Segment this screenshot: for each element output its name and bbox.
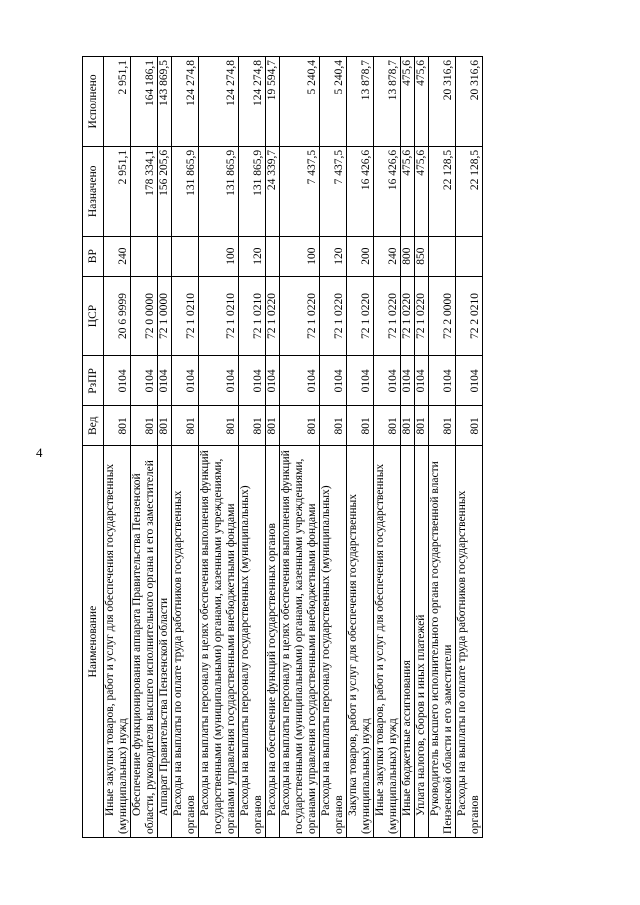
table-row — [266, 57, 280, 838]
cell-name: Иные закупки товаров, работ и услуг для обеспечения государственных (муниципальных) нужд — [374, 446, 401, 838]
cell-executed: 13 878,7 — [374, 57, 401, 147]
cell-rzpr: 0104 — [401, 356, 415, 406]
cell-ved: 801 — [199, 406, 239, 446]
table-row — [429, 57, 456, 838]
cell-vr: 850 — [415, 236, 429, 276]
cell-executed: 475,6 — [401, 57, 415, 147]
cell-vr: 200 — [347, 236, 374, 276]
cell-name: Руководитель высшего исполнительного органа государственной власти Пензенской области и его заместители — [429, 446, 456, 838]
cell-ved: 801 — [347, 406, 374, 446]
cell-rzpr: 0104 — [415, 356, 429, 406]
cell-rzpr: 0104 — [131, 356, 158, 406]
cell-ved: 801 — [131, 406, 158, 446]
cell-executed: 20 316,6 — [456, 57, 483, 147]
cell-name: Расходы на выплаты по оплате труда работников государственных органов — [172, 446, 199, 838]
cell-rzpr: 0104 — [347, 356, 374, 406]
cell-executed: 2 951,1 — [104, 57, 131, 147]
cell-csr: 72 0 0000 — [131, 276, 158, 356]
table-row — [199, 57, 239, 838]
cell-csr: 72 1 0220 — [415, 276, 429, 356]
cell-assigned: 475,6 — [401, 146, 415, 236]
table-row — [104, 57, 131, 838]
table-row — [280, 57, 320, 838]
cell-rzpr: 0104 — [374, 356, 401, 406]
cell-executed: 124 274,8 — [172, 57, 199, 147]
cell-ved: 801 — [401, 406, 415, 446]
cell-ved: 801 — [239, 406, 266, 446]
rotated-table-container — [82, 56, 616, 838]
cell-rzpr: 0104 — [239, 356, 266, 406]
cell-name: Закупка товаров, работ и услуг для обеспечения государственных (муниципальных) нужд — [347, 446, 374, 838]
cell-ved: 801 — [266, 406, 280, 446]
cell-executed: 5 240,4 — [320, 57, 347, 147]
cell-ved: 801 — [429, 406, 456, 446]
cell-rzpr: 0104 — [172, 356, 199, 406]
table-header-row — [83, 57, 104, 838]
cell-name: Расходы на выплаты персоналу государственных (муниципальных) органов — [239, 446, 266, 838]
cell-name: Иные закупки товаров, работ и услуг для обеспечения государственных (муниципальных) нужд — [104, 446, 131, 838]
table-row — [158, 57, 172, 838]
table-body — [104, 57, 483, 838]
cell-name: Расходы на обеспечение функций государственных органов — [266, 446, 280, 838]
column-header-ved: Вед — [83, 406, 104, 446]
table-row — [347, 57, 374, 838]
cell-rzpr: 0104 — [199, 356, 239, 406]
cell-ved: 801 — [104, 406, 131, 446]
cell-executed: 19 594,7 — [266, 57, 280, 147]
cell-vr — [158, 236, 172, 276]
cell-assigned: 16 426,6 — [347, 146, 374, 236]
table-row — [415, 57, 429, 838]
cell-name: Аппарат Правительства Пензенской области — [158, 446, 172, 838]
cell-rzpr: 0104 — [266, 356, 280, 406]
cell-csr: 72 2 0210 — [456, 276, 483, 356]
cell-assigned: 475,6 — [415, 146, 429, 236]
cell-ved: 801 — [158, 406, 172, 446]
cell-name: Иные бюджетные ассигнования — [401, 446, 415, 838]
cell-rzpr: 0104 — [280, 356, 320, 406]
table-row — [401, 57, 415, 838]
cell-rzpr: 0104 — [104, 356, 131, 406]
cell-vr — [131, 236, 158, 276]
cell-csr: 72 1 0220 — [401, 276, 415, 356]
cell-name: Расходы на выплаты по оплате труда работников государственных органов — [456, 446, 483, 838]
table-row — [456, 57, 483, 838]
cell-vr: 100 — [199, 236, 239, 276]
cell-csr: 72 1 0220 — [266, 276, 280, 356]
cell-csr: 72 1 0210 — [172, 276, 199, 356]
cell-executed: 13 878,7 — [347, 57, 374, 147]
cell-vr: 240 — [374, 236, 401, 276]
cell-executed: 164 186,1 — [131, 57, 158, 147]
cell-assigned: 22 128,5 — [456, 146, 483, 236]
cell-csr: 72 1 0220 — [374, 276, 401, 356]
cell-vr: 120 — [239, 236, 266, 276]
cell-name: Уплата налогов, сборов и иных платежей — [415, 446, 429, 838]
cell-ved: 801 — [280, 406, 320, 446]
cell-rzpr: 0104 — [456, 356, 483, 406]
page-number: 4 — [36, 445, 43, 460]
cell-assigned: 178 334,1 — [131, 146, 158, 236]
column-header-name: Наименование — [83, 446, 104, 838]
table-row — [131, 57, 158, 838]
cell-csr: 72 2 0000 — [429, 276, 456, 356]
column-header-vr: ВР — [83, 236, 104, 276]
cell-executed: 124 274,8 — [239, 57, 266, 147]
cell-vr — [456, 236, 483, 276]
cell-assigned: 7 437,5 — [320, 146, 347, 236]
cell-assigned: 16 426,6 — [374, 146, 401, 236]
table-row — [374, 57, 401, 838]
cell-ved: 801 — [374, 406, 401, 446]
cell-assigned: 131 865,9 — [239, 146, 266, 236]
budget-table — [82, 56, 483, 838]
cell-name: Обеспечение функционирования аппарата Правительства Пензенской области, руководителя высшего исполнительного органа и его заместителей — [131, 446, 158, 838]
cell-name: Расходы на выплаты персоналу государственных (муниципальных) органов — [320, 446, 347, 838]
cell-executed: 124 274,8 — [199, 57, 239, 147]
cell-assigned: 22 128,5 — [429, 146, 456, 236]
cell-vr: 800 — [401, 236, 415, 276]
table-row — [172, 57, 199, 838]
cell-csr: 72 1 0000 — [158, 276, 172, 356]
cell-rzpr: 0104 — [320, 356, 347, 406]
cell-vr: 240 — [104, 236, 131, 276]
cell-ved: 801 — [415, 406, 429, 446]
column-header-executed: Исполнено — [83, 57, 104, 147]
cell-assigned: 131 865,9 — [199, 146, 239, 236]
cell-name: Расходы на выплаты персоналу в целях обеспечения выполнения функций государственными (муниципальными) органами, казенными учреждениями, органами управления государственными внебюджетными фондами — [199, 446, 239, 838]
cell-executed: 143 869,5 — [158, 57, 172, 147]
cell-rzpr: 0104 — [429, 356, 456, 406]
cell-csr: 72 1 0210 — [199, 276, 239, 356]
cell-vr — [266, 236, 280, 276]
cell-assigned: 131 865,9 — [172, 146, 199, 236]
column-header-csr: ЦСР — [83, 276, 104, 356]
cell-ved: 801 — [456, 406, 483, 446]
cell-executed: 5 240,4 — [280, 57, 320, 147]
cell-csr: 20 6 9999 — [104, 276, 131, 356]
cell-rzpr: 0104 — [158, 356, 172, 406]
cell-name: Расходы на выплаты персоналу в целях обеспечения выполнения функций государственными (муниципальными) органами, казенными учреждениями, органами управления государственными внебюджетными фондами — [280, 446, 320, 838]
cell-ved: 801 — [320, 406, 347, 446]
column-header-assigned: Назначено — [83, 146, 104, 236]
cell-ved: 801 — [172, 406, 199, 446]
cell-vr — [429, 236, 456, 276]
cell-assigned: 156 205,6 — [158, 146, 172, 236]
cell-assigned: 2 951,1 — [104, 146, 131, 236]
cell-csr: 72 1 0220 — [320, 276, 347, 356]
table-row — [320, 57, 347, 838]
cell-csr: 72 1 0220 — [280, 276, 320, 356]
cell-vr — [172, 236, 199, 276]
cell-csr: 72 1 0220 — [347, 276, 374, 356]
cell-csr: 72 1 0210 — [239, 276, 266, 356]
cell-executed: 475,6 — [415, 57, 429, 147]
cell-assigned: 24 339,7 — [266, 146, 280, 236]
cell-vr: 120 — [320, 236, 347, 276]
cell-vr: 100 — [280, 236, 320, 276]
cell-executed: 20 316,6 — [429, 57, 456, 147]
column-header-rzpr: РзПР — [83, 356, 104, 406]
cell-assigned: 7 437,5 — [280, 146, 320, 236]
table-row — [239, 57, 266, 838]
